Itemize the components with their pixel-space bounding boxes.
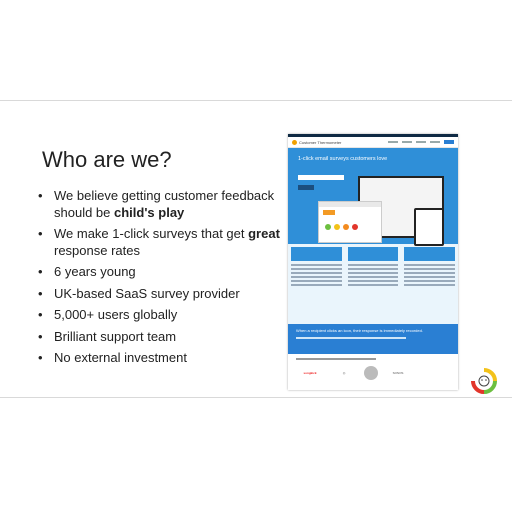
site-customer-logos [288,354,458,384]
site-band-text: When a recipient clicks an icon, their response is immediately recorded. [296,328,423,333]
site-nav-button [444,140,454,144]
bullet-item: • 5,000+ users globally [36,307,286,324]
customer-logo-circle [364,366,378,380]
site-nav-links [388,141,440,143]
bullet-item: • Brilliant support team [36,329,286,346]
site-logo [292,140,341,145]
site-features [288,244,458,324]
bullet-item: • 6 years young [36,264,286,281]
site-hero-title: 1-click email surveys customers love [298,156,388,162]
site-hero-input [298,175,344,180]
site-hero [288,148,458,244]
thermometer-badge-icon [471,368,497,394]
site-band [288,324,458,354]
slide-title: Who are we? [42,147,172,172]
thermometer-logo-icon [292,140,297,145]
website-screenshot [288,134,458,390]
site-brand: Customer Thermometer [299,139,342,145]
phone-illustration [414,208,444,246]
bullet-item: • We make 1-click surveys that get great response rates [36,226,286,259]
site-hero-button [298,185,314,190]
customer-logo: ◎ [342,370,346,375]
bullet-item: • UK-based SaaS survey provider [36,286,286,303]
email-illustration [318,201,382,243]
bullet-item: • No external investment [36,350,286,367]
sonos-logo: SONOS [392,370,404,375]
bullet-list [36,188,286,372]
songkick-logo: songkick [303,370,317,375]
site-nav [288,137,458,148]
bullet-item: • We believe getting customer feedback should be child's play [36,188,286,221]
